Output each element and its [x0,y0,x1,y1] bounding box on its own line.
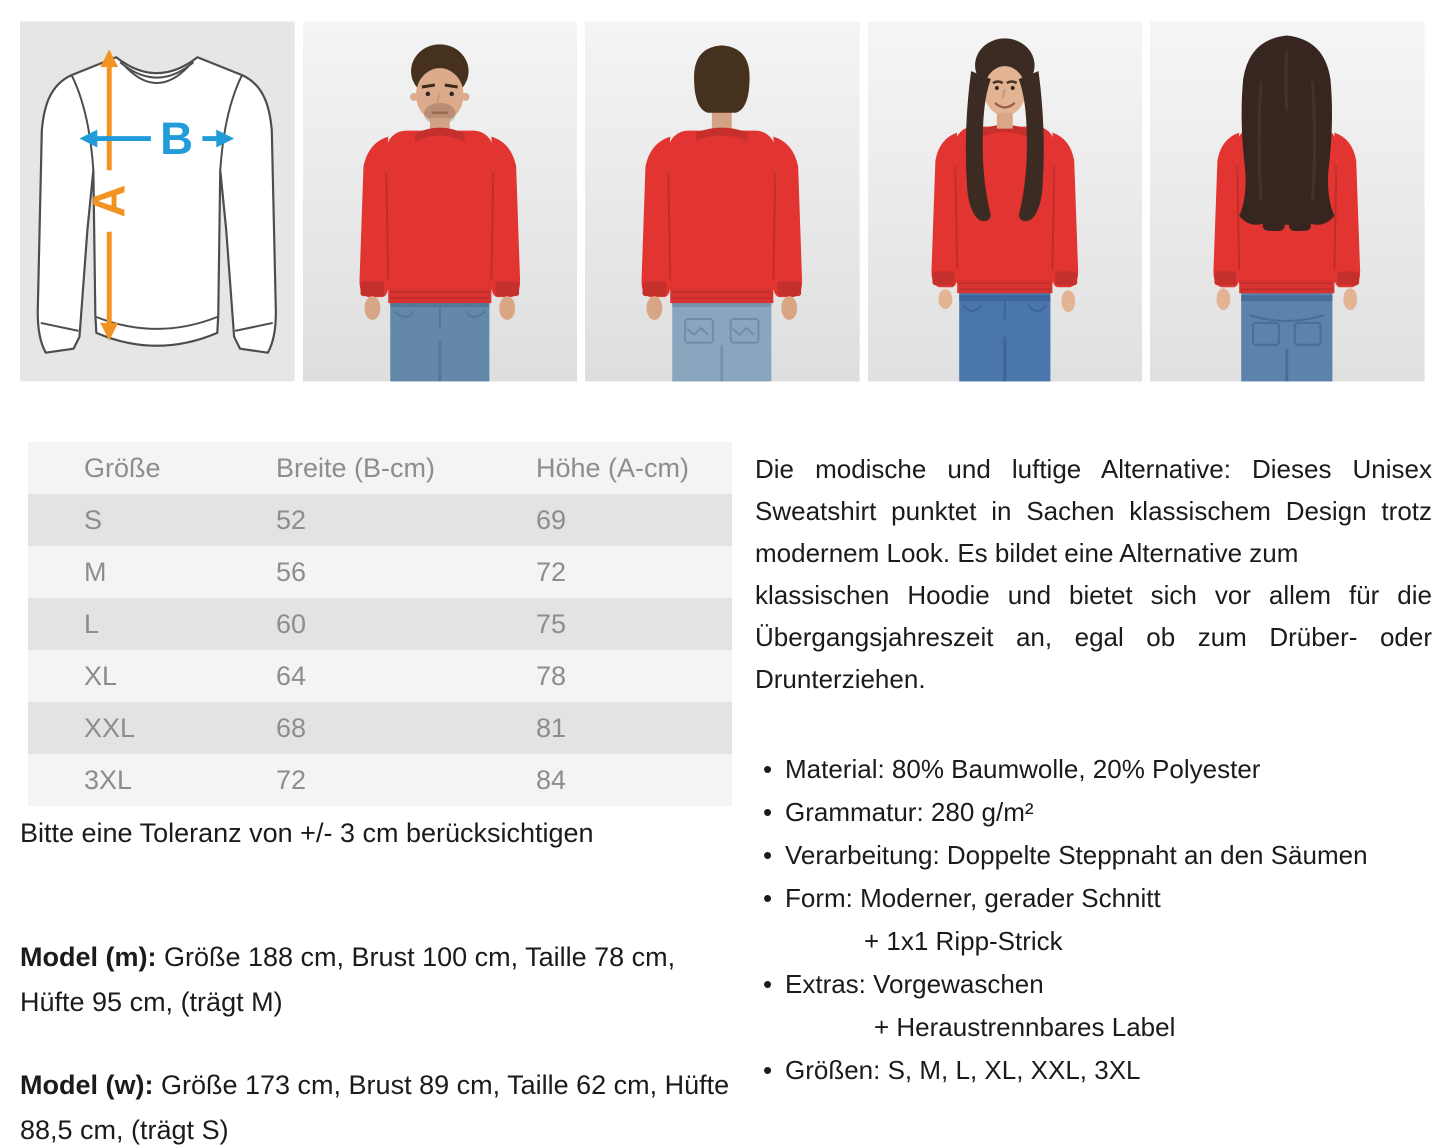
size-table-header-row [28,442,732,494]
col-header-hoehe: Höhe (A-cm) [536,452,690,483]
height-cell: 84 [536,764,567,795]
size-diagram-svg [20,20,295,383]
table-row-m [28,546,732,598]
height-cell: 72 [536,556,567,587]
feature-form-continuation: + 1x1 Ripp-Strick [864,926,1063,956]
jeans [1242,283,1333,381]
width-cell: 64 [276,660,307,691]
feature-text: Extras: Vorgewaschen [785,969,1044,999]
feature-text: Grammatur: 280 g/m² [785,797,1034,827]
height-cell: 69 [536,504,567,535]
feature-groessen [755,1049,1445,1092]
feature-text: Größen: S, M, L, XL, XXL, 3XL [785,1055,1141,1085]
size-table [28,442,732,806]
height-cell: 78 [536,660,567,691]
photo-man-front-svg [303,20,578,383]
size-diagram-image [20,20,295,383]
feature-extras-continuation: + Heraustrennbares Label [874,1012,1176,1042]
width-label-b: B [160,113,194,165]
height-cell: 81 [536,712,567,743]
tolerance-note: Bitte eine Toleranz von +/- 3 cm berücksichtigen [20,818,594,848]
table-row-s [28,494,732,546]
height-cell: 75 [536,608,567,639]
bullet-icon: • [763,840,773,870]
width-cell: 60 [276,608,307,639]
red-sweatshirt [359,128,520,303]
feature-text: Verarbeitung: Doppelte Steppnaht an den Säumen [785,840,1368,870]
table-row-xl [28,650,732,702]
red-sweatshirt [931,125,1078,294]
model-m-text: Größe 188 cm, Brust 100 cm, Taille 78 cm, Hüfte 95 cm, (trägt M) [20,942,676,1017]
red-sweatshirt-back [642,128,803,303]
feature-text: Form: Moderner, gerader Schnitt [785,883,1161,913]
product-image-gallery [20,20,1425,383]
width-cell: 52 [276,504,307,535]
photo-woman-front [868,20,1143,383]
size-cell: XXL [84,712,136,743]
size-cell: XL [84,660,118,691]
col-header-breite: Breite (B-cm) [276,452,436,483]
table-row-3xl [28,754,732,806]
feature-verarbeitung [755,834,1445,877]
size-cell: L [84,608,100,639]
feature-extras [755,963,1445,1006]
model-w-label: Model (w): [20,1070,154,1100]
product-description [755,448,1432,700]
bullet-icon: • [763,1055,773,1085]
photo-woman-front-svg [868,20,1143,383]
feature-text: Material: 80% Baumwolle, 20% Polyester [785,754,1261,784]
feature-material [755,748,1445,791]
bullet-icon: • [763,969,773,999]
photo-woman-back-svg [1150,20,1425,383]
jeans [959,283,1050,381]
photo-woman-back [1150,20,1425,383]
table-row-l [28,598,732,650]
photo-man-front [303,20,578,383]
description-part-1: Die modische und luftige Alternative: Dieses Unisex Sweatshirt punktet in Sachen klassischem Design trotz modernem Look. Es bildet eine Alternative zum [755,454,1432,568]
photo-man-back [585,20,860,383]
size-cell: 3XL [84,764,133,795]
size-cell: M [84,556,107,587]
description-part-2: klassischen Hoodie und bietet sich vor allem für die Übergangsjahreszeit an, egal ob zum Drüber- oder Drunterziehen. [755,580,1432,694]
size-cell: S [84,504,103,535]
sweatshirt-outline [38,57,276,352]
col-header-groesse: Größe [84,452,161,483]
width-cell: 68 [276,712,307,743]
bullet-icon: • [763,754,773,784]
bullet-icon: • [763,883,773,913]
feature-grammatur [755,791,1445,834]
photo-man-back-svg [585,20,860,383]
width-cell: 72 [276,764,307,795]
model-w-info [20,1063,734,1145]
model-m-label: Model (m): [20,942,157,972]
width-cell: 56 [276,556,307,587]
hair-back [1240,35,1335,231]
model-m-info [20,935,734,1025]
table-row-xxl [28,702,732,754]
feature-list [755,748,1445,1092]
height-label-a: A [83,184,135,218]
feature-form [755,877,1445,920]
bullet-icon: • [763,797,773,827]
model-w-text: Größe 173 cm, Brust 89 cm, Taille 62 cm, Hüfte 88,5 cm, (trägt S) [20,1070,730,1145]
